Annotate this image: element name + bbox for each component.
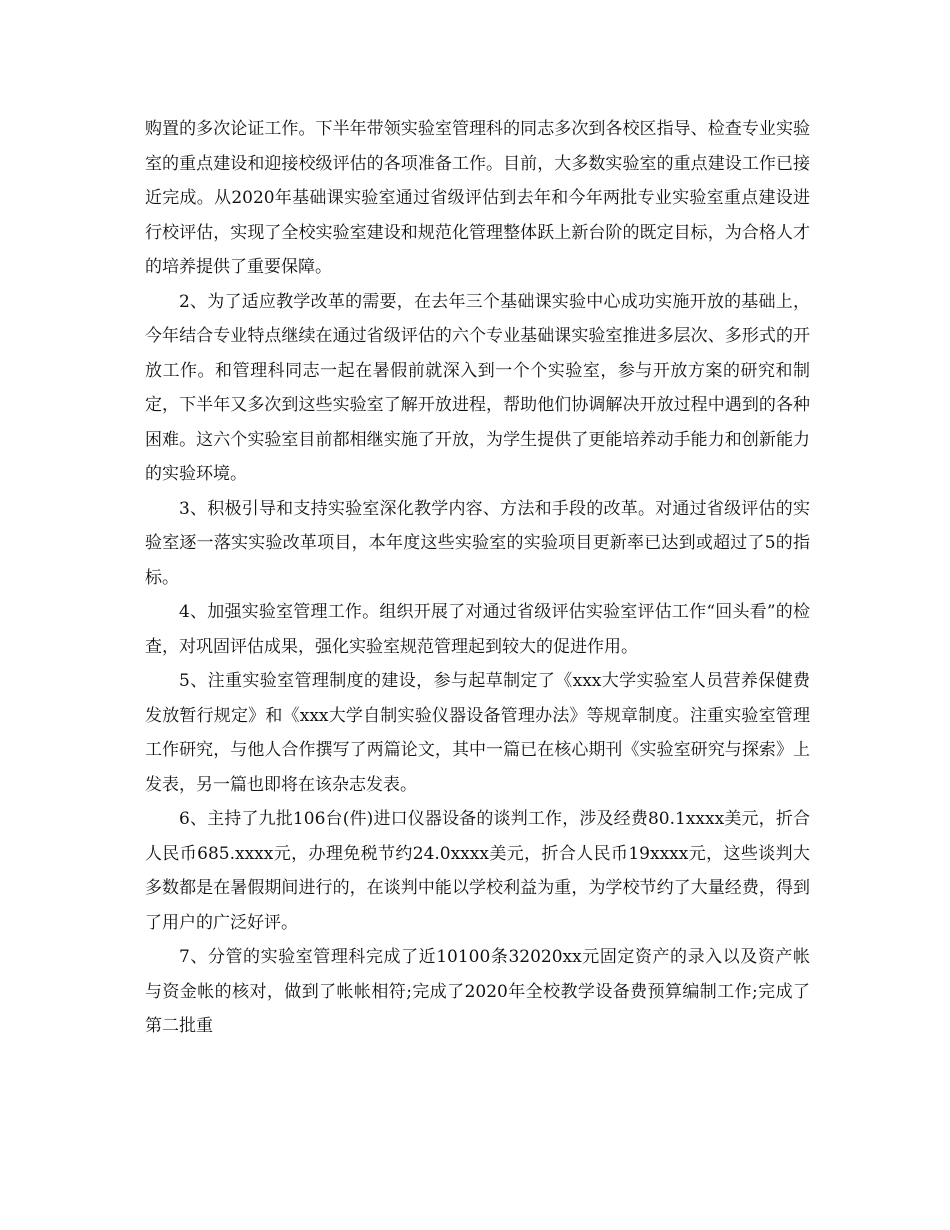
paragraph-2: 2、为了适应教学改革的需要，在去年三个基础课实验中心成功实施开放的基础上，今年结合专业特点继续在通过省级评估的六个专业基础课实验室推进多层次、多形式的开放工作。和管理科同志一起在暑假前就深入到一个个实验室，参与开放方案的研究和制定，下半年又多次到这些实验室了解开放进程，帮助他们协调解决开放过程中遇到的各种困难。这六个实验室目前都相继实施了开放，为学生提供了更能培养动手能力和创新能力的实验环境。 [145, 291, 810, 484]
document-body [145, 112, 810, 1044]
paragraph-3: 3、积极引导和支持实验室深化教学内容、方法和手段的改革。对通过省级评估的实验室逐一落实实验改革项目，本年度这些实验室的实验项目更新率已达到或超过了5的指标。 [145, 498, 810, 588]
paragraph-7: 7、分管的实验室管理科完成了近10100条32020xx元固定资产的录入以及资产帐与资金帐的核对，做到了帐帐相符;完成了2020年全校教学设备费预算编制工作;完成了第二批重 [145, 947, 810, 1036]
paragraph-6: 6、主持了九批106台(件)进口仪器设备的谈判工作，涉及经费80.1xxxx美元，折合人民币685.xxxx元，办理免税节约24.0xxxx美元，折合人民币19xxxx元，这些谈判大多数都是在暑假期间进行的，在谈判中能以学校利益为重，为学校节约了大量经费，得到了用户的广泛好评。 [145, 809, 810, 933]
paragraph-1: 购置的多次论证工作。下半年带领实验室管理科的同志多次到各校区指导、检查专业实验室的重点建设和迎接校级评估的各项准备工作。目前，大多数实验室的重点建设工作已接近完成。从2020年基础课实验室通过省级评估到去年和今年两批专业实验室重点建设进行校评估，实现了全校实验室建设和规范化管理整体跃上新台阶的既定目标，为合格人才的培养提供了重要保障。 [145, 119, 810, 277]
paragraph-5: 5、注重实验室管理制度的建设，参与起草制定了《xxx大学实验室人员营养保健费发放暂行规定》和《xxx大学自制实验仪器设备管理办法》等规章制度。注重实验室管理工作研究，与他人合作撰写了两篇论文，其中一篇已在核心期刊《实验室研究与探索》上发表，另一篇也即将在该杂志发表。 [145, 671, 810, 795]
paragraph-4: 4、加强实验室管理工作。组织开展了对通过省级评估实验室评估工作“回头看”的检查，对巩固评估成果，强化实验室规范管理起到较大的促进作用。 [145, 602, 810, 657]
